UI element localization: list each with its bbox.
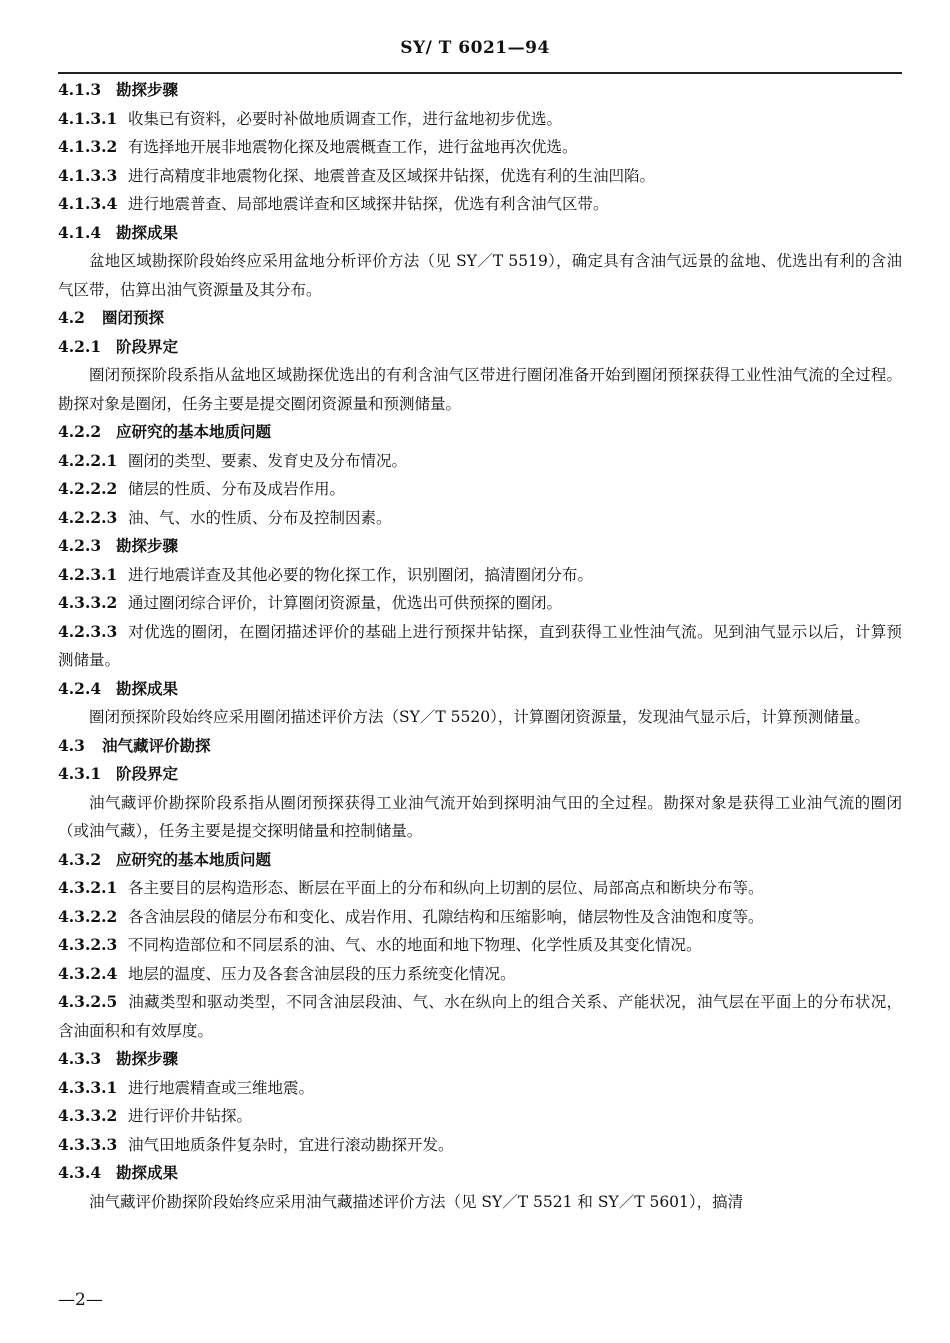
clause-text: 油气田地质条件复杂时，宜进行滚动勘探开发。 xyxy=(128,1135,454,1154)
section-heading xyxy=(58,219,902,248)
clause-number: 4.3.2 xyxy=(58,849,102,869)
clause-number: 4.3.2.3 xyxy=(58,935,118,954)
header-rule xyxy=(58,72,902,74)
clause-text: 勘探步骤 xyxy=(116,536,179,555)
page-header: SY/ T 6021—94 xyxy=(400,38,550,58)
clause-number: 4.3.3 xyxy=(58,1049,102,1068)
clause-text: 各含油层段的储层分布和变化、成岩作用、孔隙结构和压缩影响，储层物性及含油饱和度等。 xyxy=(128,907,764,926)
clause-text: 进行地震普查、局部地震详查和区域探井钻探，优选有利含油气区带。 xyxy=(128,195,609,213)
clause-number: 4.2.2 xyxy=(58,422,102,441)
paragraph: 油气藏评价勘探阶段系指从圈闭预探获得工业油气流开始到探明油气田的全过程。勘探对象是获得工业油气流的圈闭（或油气藏），任务主要是提交探明储量和控制储量。 xyxy=(58,793,902,840)
clause-text: 圈闭的类型、要素、发育史及分布情况。 xyxy=(128,451,408,470)
clause-item xyxy=(58,504,902,533)
clause-item xyxy=(58,133,902,162)
clause-item xyxy=(58,988,902,1045)
clause-item xyxy=(58,1131,902,1160)
section-heading xyxy=(58,760,902,789)
clause-number: 4.2.3 xyxy=(58,536,102,555)
clause-number: 4.1.3 xyxy=(58,80,102,99)
clause-text: 阶段界定 xyxy=(116,764,179,783)
clause-text: 圈闭预探 xyxy=(102,308,165,327)
clause-text: 收集已有资料，必要时补做地质调查工作，进行盆地初步优选。 xyxy=(128,109,563,128)
clause-text: 进行高精度非地震物化探、地震普查及区域探井钻探，优选有利的生油凹陷。 xyxy=(128,166,656,185)
clause-number: 4.3 xyxy=(58,735,85,755)
section-heading xyxy=(58,1159,902,1188)
section-heading xyxy=(58,418,902,447)
clause-text: 储层的性质、分布及成岩作用。 xyxy=(128,480,346,498)
clause-number: 4.3.2.4 xyxy=(58,963,118,983)
clause-number: 4.1.3.2 xyxy=(58,137,118,156)
clause-number: 4.3.3.2 xyxy=(58,1106,118,1125)
clause-item xyxy=(58,475,902,504)
paragraph: 油气藏评价勘探阶段始终应采用油气藏描述评价方法（见 SY／T 5521 和 SY／T 5601），搞清 xyxy=(89,1192,744,1211)
clause-item xyxy=(58,561,902,590)
section-heading xyxy=(58,532,902,561)
clause-number: 4.3.3.3 xyxy=(58,1134,118,1154)
clause-text: 各主要目的层构造形态、断层在平面上的分布和纵向上切割的层位、局部高点和断块分布等。 xyxy=(128,879,764,897)
clause-text: 有选择地开展非地震物化探及地震概查工作，进行盆地再次优选。 xyxy=(128,138,578,156)
paragraph: 圈闭预探阶段始终应采用圈闭描述评价方法（SY／T 5520），计算圈闭资源量，发现油气显示后，计算预测储量。 xyxy=(89,708,870,726)
clause-number: 4.1.3.3 xyxy=(58,165,118,185)
clause-item xyxy=(58,447,902,476)
clause-text: 应研究的基本地质问题 xyxy=(116,422,272,441)
section-heading xyxy=(58,732,902,761)
clause-number: 4.2.1 xyxy=(58,336,102,356)
clause-text: 应研究的基本地质问题 xyxy=(116,849,272,869)
clause-item xyxy=(58,589,902,618)
clause-text: 勘探成果 xyxy=(116,222,179,242)
clause-number: 4.3.2.5 xyxy=(58,992,118,1011)
clause-item xyxy=(58,162,902,191)
clause-number: 4.1.4 xyxy=(58,222,102,242)
page-number: —2— xyxy=(58,1290,103,1310)
clause-item xyxy=(58,1102,902,1131)
section-heading xyxy=(58,675,902,704)
clause-number: 4.3.2.1 xyxy=(58,878,118,897)
clause-number: 4.2.4 xyxy=(58,678,102,698)
clause-number: 4.3.2.2 xyxy=(58,906,118,926)
clause-text: 进行地震精查或三维地震。 xyxy=(128,1078,315,1097)
clause-number: 4.2.3.1 xyxy=(58,564,118,584)
paragraph: 盆地区域勘探阶段始终应采用盆地分析评价方法（见 SY／T 5519），确定具有含油气远景的盆地、优选出有利的含油气区带，估算出油气资源量及其分布。 xyxy=(58,252,902,299)
clause-text: 不同构造部位和不同层系的油、气、水的地面和地下物理、化学性质及其变化情况。 xyxy=(128,936,702,954)
clause-number: 4.3.3.1 xyxy=(58,1077,118,1097)
clause-text: 油藏类型和驱动类型，不同含油层段油、气、水在纵向上的组合关系、产能状况，油气层在平面上的分布状况，含油面积和有效厚度。 xyxy=(58,993,902,1040)
clause-text: 油气藏评价勘探 xyxy=(102,735,211,755)
clause-item xyxy=(58,190,902,219)
clause-number: 4.3.4 xyxy=(58,1163,102,1182)
clause-text: 勘探步骤 xyxy=(116,80,179,99)
clause-text: 进行评价井钻探。 xyxy=(128,1107,253,1125)
clause-item xyxy=(58,1074,902,1103)
clause-number: 4.2.2.3 xyxy=(58,507,118,527)
clause-text: 勘探成果 xyxy=(116,1163,179,1182)
clause-number: 4.3.3.2 xyxy=(58,593,118,612)
clause-item xyxy=(58,874,902,903)
section-heading xyxy=(58,304,902,333)
clause-number: 4.2.3.3 xyxy=(58,621,118,641)
clause-number: 4.1.3.4 xyxy=(58,194,118,213)
clause-text: 勘探步骤 xyxy=(116,1049,179,1068)
section-heading xyxy=(58,333,902,362)
clause-item xyxy=(58,931,902,960)
section-heading xyxy=(58,846,902,875)
clause-text: 通过圈闭综合评价，计算圈闭资源量，优选出可供预探的圈闭。 xyxy=(128,594,563,612)
clause-item xyxy=(58,960,902,989)
clause-number: 4.1.3.1 xyxy=(58,108,118,128)
clause-number: 4.2.2.2 xyxy=(58,479,118,498)
clause-item xyxy=(58,105,902,134)
clause-number: 4.2 xyxy=(58,308,85,327)
clause-number: 4.2.2.1 xyxy=(58,450,118,470)
paragraph: 圈闭预探阶段系指从盆地区域勘探优选出的有利含油气区带进行圈闭准备开始到圈闭预探获得工业性油气流的全过程。勘探对象是圈闭，任务主要是提交圈闭资源量和预测储量。 xyxy=(58,366,902,413)
clause-text: 对优选的圈闭，在圈闭描述评价的基础上进行预探井钻探，直到获得工业性油气流。见到油气显示以后，计算预测储量。 xyxy=(58,622,902,669)
section-heading xyxy=(58,76,902,105)
clause-item xyxy=(58,618,902,675)
clause-number: 4.3.1 xyxy=(58,764,102,783)
clause-text: 阶段界定 xyxy=(116,336,179,356)
clause-text: 油、气、水的性质、分布及控制因素。 xyxy=(128,508,392,527)
clause-text: 地层的温度、压力及各套含油层段的压力系统变化情况。 xyxy=(128,964,516,983)
clause-text: 勘探成果 xyxy=(116,678,179,698)
section-heading xyxy=(58,1045,902,1074)
clause-text: 进行地震详查及其他必要的物化探工作，识别圈闭，搞清圈闭分布。 xyxy=(128,565,594,584)
clause-item xyxy=(58,903,902,932)
document-body xyxy=(58,76,902,1216)
